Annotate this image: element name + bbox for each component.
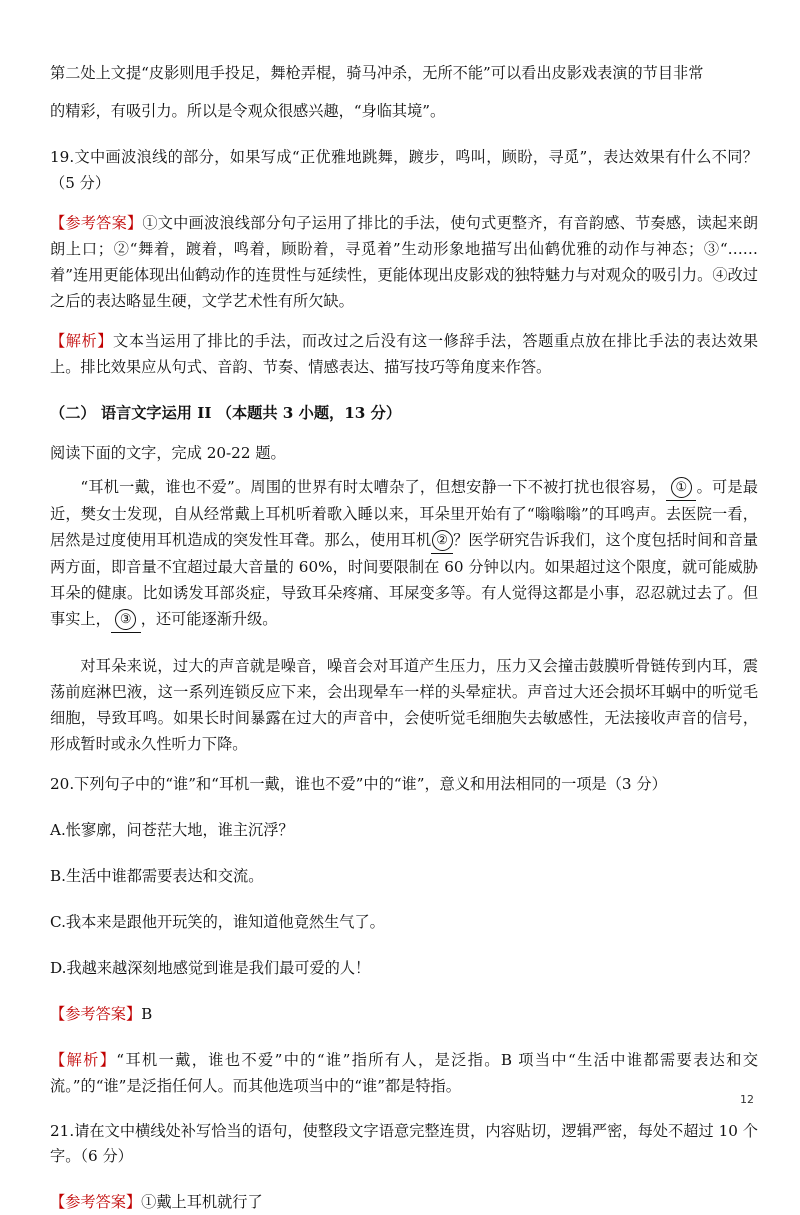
blank-2: [431, 527, 453, 554]
page-number: 12: [740, 1093, 754, 1106]
analysis-tag: 【解析】: [50, 332, 113, 350]
answer-tag: 【参考答案】: [50, 1005, 142, 1023]
intro-line-2: 的精彩，有吸引力。所以是令观众很感兴趣，“身临其境”。: [50, 102, 446, 120]
q21-answer: [50, 1189, 758, 1215]
q21-answer-text: ①戴上耳机就行了: [141, 1193, 263, 1211]
section-instruction: 阅读下面的文字，完成 20-22 题。: [50, 444, 286, 462]
document-page: [50, 54, 758, 1215]
q20-option-a: A.怅寥廓，问苍茫大地，谁主沉浮？: [50, 821, 294, 839]
q19-analysis: [50, 328, 758, 380]
q20-question: 20.下列句子中的“谁”和“耳机一戴，谁也不爱”中的“谁”，意义和用法相同的一项是（3 分）: [50, 775, 667, 793]
q19-answer: [50, 210, 758, 314]
q20-option-c: C.我本来是跟他开玩笑的，谁知道他竟然生气了。: [50, 913, 385, 931]
analysis-tag: 【解析】: [50, 1051, 117, 1069]
blank-3: [111, 606, 141, 633]
answer-tag: 【参考答案】: [50, 214, 143, 232]
q19-analysis-text: 文本当运用了排比的手法，而改过之后没有这一修辞手法，答题重点放在排比手法的表达效果上。排比效果应从句式、音韵、节奏、情感表达、描写技巧等角度来作答。: [50, 332, 759, 376]
q20-analysis: [50, 1047, 758, 1099]
answer-tag: 【参考答案】: [50, 1193, 142, 1211]
q20-answer: [50, 1001, 758, 1027]
q20-answer-text: B: [141, 1005, 153, 1023]
intro-line-1: 第二处上文提“皮影则甩手投足，舞枪弄棍，骑马冲杀，无所不能”可以看出皮影戏表演的节目非常: [50, 64, 704, 82]
intro-paragraph: [50, 54, 758, 130]
q21-question: 21.请在文中横线处补写恰当的语句，使整段文字语意完整连贯，内容贴切，逻辑严密，每处不超过 10 个字。（6 分）: [50, 1122, 758, 1165]
q20-option-b: B.生活中谁都需要表达和交流。: [50, 867, 264, 885]
q19-question: 19.文中画波浪线的部分，如果写成“正优雅地跳舞，踱步，鸣叫，顾盼，寻觅”，表达效果有什么不同？（5 分）: [50, 148, 758, 192]
q19-answer-text: ①文中画波浪线部分句子运用了排比的手法，使句式更整齐，有音韵感、节奏感，读起来朗朗上口；②“舞着，踱着，鸣着，顾盼着，寻觅着”生动形象地描写出仙鹤优雅的动作与神态；③“……着”连用更能体现出仙鹤动作的连贯性与延续性，更能体现出皮影戏的独特魅力与对观众的吸引力。④改过之后的表达略显生硬，文学艺术性有所欠缺。: [50, 214, 758, 310]
passage-paragraph-2: 对耳朵来说，过大的声音就是噪音，噪音会对耳道产生压力，压力又会撞击鼓膜听骨链传到内耳，震荡前庭淋巴液，这一系列连锁反应下来，会出现晕车一样的头晕症状。声音过大还会损坏耳蜗中的听觉毛细胞，导致耳鸣。如果长时间暴露在过大的声音中，会使听觉毛细胞失去敏感性，无法接收声音的信号，形成暂时或永久性听力下降。: [50, 657, 758, 753]
q20-option-d: D.我越来越深刻地感觉到谁是我们最可爱的人！: [50, 959, 371, 977]
circled-number: ③: [115, 609, 136, 630]
section-heading: （二） 语言文字运用 II （本题共 3 小题，13 分）: [50, 404, 402, 422]
q20-analysis-text: “耳机一戴，谁也不爱”中的“谁”指所有人，是泛指。B 项当中“生活中谁都需要表达和交流。”的“谁”是泛指任何人。而其他选项当中的“谁”都是特指。: [50, 1051, 759, 1095]
circled-number: ①: [671, 477, 692, 498]
passage-paragraph-1: “耳机一戴，谁也不爱”。周围的世界有时太嘈杂了，但想安静一下不被打扰也很容易， ① 。可是最近，樊女士发现，自从经常戴上耳机听着歌入睡以来，耳朵里开始有了“嗡嗡嗡”的耳鸣声。去医院一看，居然是过度使用耳机造成的突发性耳聋。那么，使用耳机 ② ？医学研究告诉我们，这个度包括时间和音量两方面，即音量不宜超过最大音量的 60%，时间要限制在 60 分钟以内。如果超过这个限度，就可能威胁耳朵的健康。比如诱发耳部炎症，导致耳朵疼痛、耳屎变多等。有人觉得这都是小事，忍忍就过去了。但事实上， ③ ，还可能逐渐升级。: [50, 474, 758, 633]
blank-1: [666, 474, 696, 501]
circled-number: ②: [432, 530, 453, 551]
